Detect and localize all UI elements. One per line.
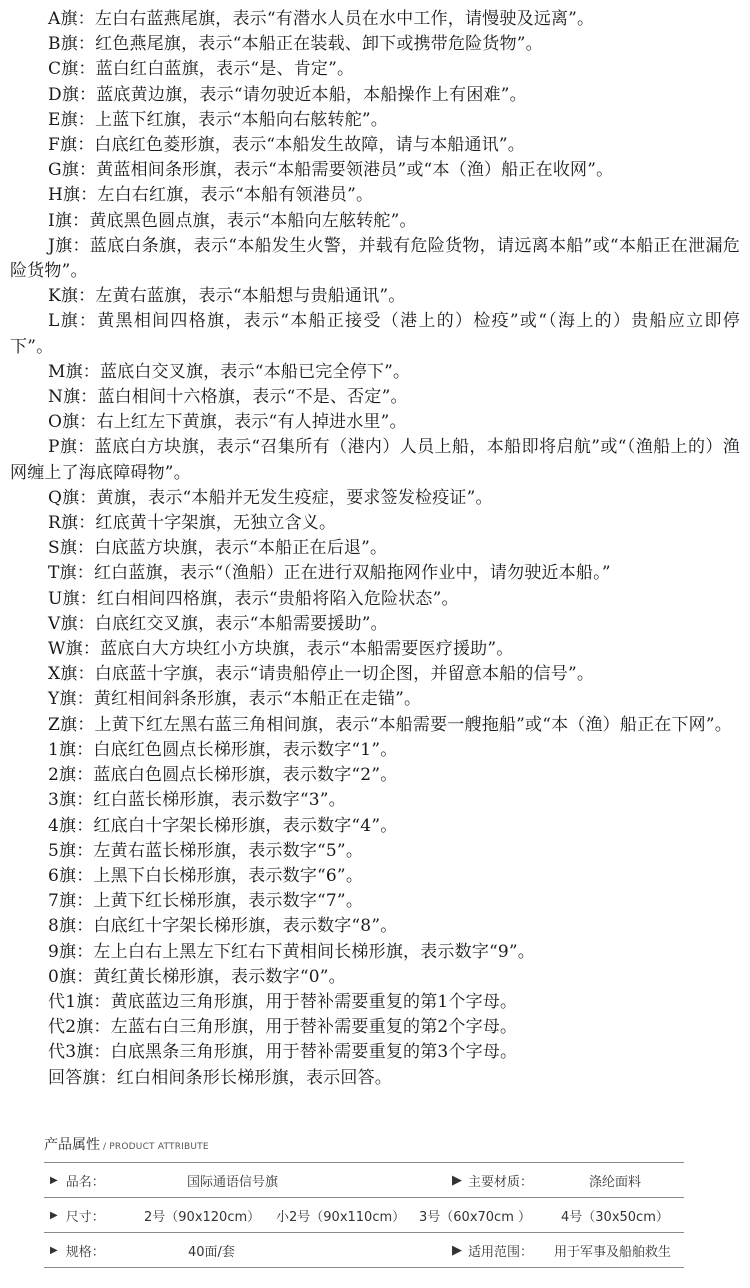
attribute-value: 40面/套 bbox=[188, 1244, 235, 1260]
flag-description: P旗：蓝底白方块旗，表示“召集所有（港内）人员上船，本船即将启航”或“（渔船上的）渔网缠上了海底障碍物”。 bbox=[10, 437, 740, 483]
flag-description: 1旗：白底红色圆点长梯形旗，表示数字“1”。 bbox=[48, 739, 398, 760]
flag-description: W旗：蓝底白大方块红小方块旗，表示“本船需要医疗援助”。 bbox=[48, 639, 514, 660]
flag-description: O旗：右上红左下黄旗，表示“有人掉进水里”。 bbox=[48, 412, 407, 433]
attribute-heading bbox=[44, 1134, 684, 1156]
flag-description: T旗：红白蓝旗，表示“（渔船）正在进行双船拖网作业中，请勿驶近本船。” bbox=[48, 563, 611, 584]
flag-description: 代3旗：白底黑条三角形旗，用于替补需要重复的第3个字母。 bbox=[48, 1042, 518, 1063]
flag-description: R旗：红底黄十字架旗，无独立含义。 bbox=[48, 513, 337, 534]
flag-descriptions bbox=[10, 7, 740, 1091]
flag-description: 9旗：左上白右上黑左下红右下黄相间长梯形旗，表示数字“9”。 bbox=[48, 941, 536, 962]
attribute-subtitle: / PRODUCT ATTRIBUTE bbox=[103, 1142, 209, 1152]
flag-description: 5旗：左黄右蓝长梯形旗，表示数字“5”。 bbox=[48, 840, 364, 861]
flag-description: H旗：左白右红旗，表示“本船有领港员”。 bbox=[48, 185, 374, 206]
flag-description: B旗：红色燕尾旗，表示“本船正在装载、卸下或携带危险货物”。 bbox=[48, 34, 543, 55]
flag-description: 代1旗：黄底蓝边三角形旗，用于替补需要重复的第1个字母。 bbox=[48, 991, 518, 1012]
flag-description: 6旗：上黑下白长梯形旗，表示数字“6”。 bbox=[48, 865, 364, 886]
attribute-row-spec bbox=[44, 1233, 684, 1268]
flag-description: Q旗：黄旗，表示“本船并无发生疫症，要求签发检疫证”。 bbox=[48, 487, 493, 508]
flag-description: 8旗：白底红十字架长梯形旗，表示数字“8”。 bbox=[48, 916, 398, 937]
flag-description: V旗：白底红交叉旗，表示“本船需要援助”。 bbox=[48, 613, 388, 634]
attribute-table bbox=[44, 1162, 684, 1268]
flag-description: D旗：蓝底黄边旗，表示“请勿驶近本船，本船操作上有困难”。 bbox=[48, 84, 527, 105]
triangle-right-icon: ▶ bbox=[50, 1209, 58, 1221]
triangle-right-icon: ▶ bbox=[452, 1242, 462, 1258]
product-attribute-section bbox=[44, 1134, 684, 1268]
flag-description: 3旗：红白蓝长梯形旗，表示数字“3”。 bbox=[48, 790, 346, 811]
size-option: 4号（30x50cm） bbox=[561, 1209, 669, 1225]
triangle-right-icon: ▶ bbox=[452, 1172, 462, 1188]
triangle-right-icon: ▶ bbox=[50, 1244, 58, 1256]
flag-description: Z旗：上黄下红左黑右蓝三角相间旗，表示“本船需要一艘拖船”或“本（渔）船正在下网”。 bbox=[48, 714, 732, 735]
flag-description: I旗：黄底黑色圆点旗，表示“本船向左舷转舵”。 bbox=[48, 210, 417, 231]
attribute-label: 尺寸： bbox=[65, 1209, 105, 1225]
attribute-label: 品名： bbox=[65, 1174, 105, 1190]
flag-description: 0旗：黄红黄长梯形旗，表示数字“0”。 bbox=[48, 966, 346, 987]
flag-description: S旗：白底蓝方块旗，表示“本船正在后退”。 bbox=[48, 538, 388, 559]
attribute-title: 产品属性 bbox=[44, 1137, 100, 1153]
flag-description: U旗：红白相间四格旗，表示“贵船将陷入危险状态”。 bbox=[48, 588, 459, 609]
attribute-value: 涤纶面料 bbox=[589, 1174, 642, 1190]
flag-description: A旗：左白右蓝燕尾旗，表示“有潜水人员在水中工作，请慢驶及远离”。 bbox=[48, 9, 595, 29]
attribute-label: 适用范围： bbox=[468, 1244, 534, 1260]
attribute-row-name bbox=[44, 1163, 684, 1198]
attribute-label: 规格： bbox=[65, 1244, 105, 1260]
flag-description: L旗：黄黑相间四格旗，表示“本船正接受（港上的）检疫”或“（海上的）贵船应立即停下”。 bbox=[10, 311, 740, 357]
attribute-value: 用于军事及船舶救生 bbox=[554, 1244, 672, 1260]
flag-description: J旗：蓝底白条旗，表示“本船发生火警，并载有危险货物，请远离本船”或“本船正在泄漏危险货物”。 bbox=[10, 235, 740, 282]
triangle-right-icon: ▶ bbox=[50, 1174, 58, 1186]
flag-description: 4旗：红底白十字架长梯形旗，表示数字“4”。 bbox=[48, 815, 398, 836]
flag-description: K旗：左黄右蓝旗，表示“本船想与贵船通讯”。 bbox=[48, 286, 406, 307]
attribute-label: 主要材质： bbox=[468, 1174, 534, 1190]
flag-description: X旗：白底蓝十字旗，表示“请贵船停止一切企图，并留意本船的信号”。 bbox=[48, 664, 595, 685]
size-option: 小2号（90x110cm） bbox=[276, 1209, 406, 1225]
flag-description: F旗：白底红色菱形旗，表示“本船发生故障，请与本船通讯”。 bbox=[48, 135, 525, 156]
size-option: 3号（60x70cm ） bbox=[419, 1209, 531, 1225]
flag-description: Y旗：黄红相间斜条形旗，表示“本船正在走锚”。 bbox=[48, 689, 422, 710]
flag-description: 7旗：上黄下红长梯形旗，表示数字“7”。 bbox=[48, 891, 364, 912]
flag-description: M旗：蓝底白交叉旗，表示“本船已完全停下”。 bbox=[48, 361, 411, 382]
flag-description: 2旗：蓝底白色圆点长梯形旗，表示数字“2”。 bbox=[48, 765, 398, 786]
flag-description: 代2旗：左蓝右白三角形旗，用于替补需要重复的第2个字母。 bbox=[48, 1017, 518, 1038]
flag-description: E旗：上蓝下红旗，表示“本船向右舷转舵”。 bbox=[48, 109, 388, 130]
size-option: 2号（90x120cm） bbox=[144, 1209, 261, 1225]
flag-description: G旗：黄蓝相间条形旗，表示“本船需要领港员”或“本（渔）船正在收网”。 bbox=[48, 160, 614, 181]
flag-description: C旗：蓝白红白蓝旗，表示“是、肯定”。 bbox=[48, 59, 355, 80]
flag-description: 回答旗：红白相间条形长梯形旗，表示回答。 bbox=[48, 1067, 392, 1088]
attribute-row-size bbox=[44, 1198, 684, 1233]
attribute-value: 国际通语信号旗 bbox=[187, 1174, 279, 1190]
flag-description: N旗：蓝白相间十六格旗，表示“不是、否定”。 bbox=[48, 387, 408, 408]
